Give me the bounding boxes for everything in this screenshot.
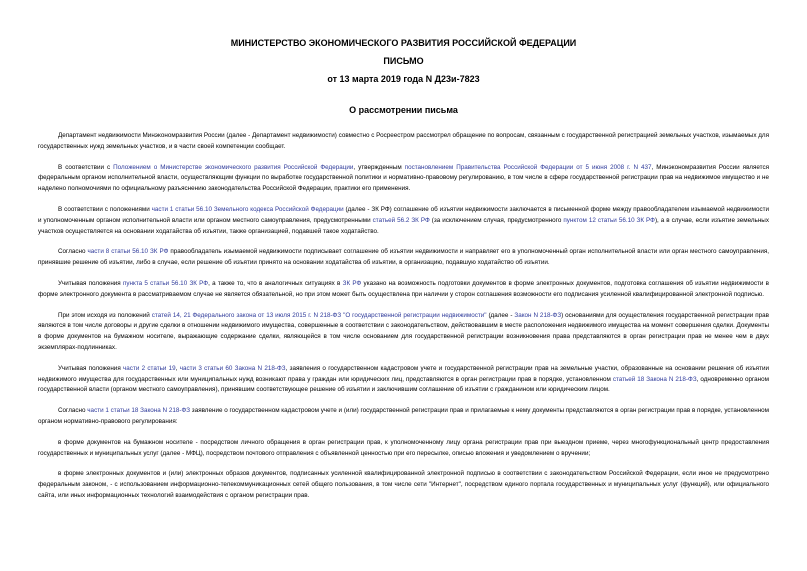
ministry-title: МИНИСТЕРСТВО ЭКОНОМИЧЕСКОГО РАЗВИТИЯ РОССИЙСКОЙ ФЕДЕРАЦИИ: [230, 38, 577, 48]
link-land-code-56-2[interactable]: статьей 56.2 ЗК РФ: [372, 216, 430, 224]
paragraph-4-text-1: Согласно: [58, 248, 88, 256]
paragraph-1-text: Департамент недвижимости Минэкономразвития России (далее - Департамент недвижимости) совместно с Росреестром рассмотрел обращение по вопросам, связанным с государственной регистрацией земельных участков, изымаемых для государственных нужд земельных участков, и в части своей компетенции сообщает.: [38, 132, 769, 150]
paragraph-2: [38, 163, 769, 195]
document-body: [38, 131, 769, 512]
link-law-218-fz[interactable]: Закон N 218-ФЗ: [514, 311, 562, 319]
paragraph-5-text-3: указано на возможность подготовки документов в форме электронных документов, подготовка соглашения об изъятии недвижимости в форме электронного документа в рассматриваемом случае не является обязательной, но при этом может быть осуществлена при наличии у сторон соглашения возможности его подписания усиленной квалифицированной электронной подписью.: [38, 279, 770, 298]
link-law-218-fz-19-2[interactable]: части 2 статьи 19: [123, 364, 176, 372]
link-land-code-56-10-8[interactable]: части 8 статьи 56.10 ЗК РФ: [87, 248, 169, 256]
link-law-218-fz-18[interactable]: статьей 18 Закона N 218-ФЗ: [612, 375, 697, 383]
paragraph-7-text-1: Учитывая положения: [58, 364, 124, 372]
link-law-218-fz-articles-14-21[interactable]: статей 14, 21 Федерального закона от 13 июля 2015 г. N 218-ФЗ "О государственной регистрации недвижимости": [151, 311, 487, 319]
paragraph-1: [38, 131, 769, 153]
paragraph-10-text: в форме электронных документов и (или) электронных образов документов, подписанных усиленной квалифицированной электронной подписью в соответствии с законодательством Российской Федерации, если иное не предусмотрено федеральным законом, - с использованием информационно-телекоммуникационных сетей общего пользования, в том числе сети "Интернет", посредством единого портала государственных и муниципальных услуг (функций), или официального сайта, или иных информационных технологий взаимодействия с органом регистрации прав.: [38, 470, 769, 499]
link-land-code-56-10-1[interactable]: части 1 статьи 56.10 Земельного кодекса Российской Федерации: [151, 205, 344, 213]
paragraph-3-text-4: ), а в случае, если изъятие земельных участков осуществляется на основании ходатайства об изъятии, также организацией, подавшей такое ходатайство.: [38, 216, 769, 235]
paragraph-8-text-1: Согласно: [58, 407, 88, 415]
paragraph-8: [38, 406, 769, 428]
paragraph-5: [38, 279, 769, 301]
paragraph-7-text-4: , одновременно органом государственной власти (органом местного самоуправления), принявшим соответствующее решение об изъятии и заключившим соглашение об изъятии с гражданином или юридическим лицом.: [38, 375, 769, 394]
paragraph-9-text: в форме документов на бумажном носителе - посредством личного обращения в орган регистрации прав, к уполномоченному лицу органа регистрации прав при выездном приеме, через многофункциональный центр предоставления государственных и муниципальных услуг (далее - МФЦ), посредством почтового отправления с объявленной ценностью при его пересылке, описью вложения и уведомлением о вручении;: [38, 438, 769, 457]
document-date-number: от 13 марта 2019 года N Д23и-7823: [327, 74, 480, 84]
paragraph-7: [38, 364, 769, 396]
paragraph-3-text-1: В соответствии с положениями: [58, 205, 152, 213]
paragraph-8-text-2: заявление о государственном кадастровом учете и (или) государственной регистрации прав и прилагаемые к нему документы представляются в орган регистрации прав в порядке, установленном органом нормативно-правового регулирования:: [38, 407, 769, 425]
paragraph-5-text-2: , а также то, что в аналогичных ситуациях в: [208, 279, 343, 287]
paragraph-7-text-3: , заявления о государственном кадастровом учете и государственной регистрации прав на земельные участки, образованные на основании решения об изъятии недвижимого имущества для государственных или муниципальных нужд возникают права у граждан или юридических лиц, представляются в орган регистрации прав в порядке, установленном: [38, 364, 770, 383]
document-type: ПИСЬМО: [383, 56, 424, 66]
paragraph-6-text-3: ) основаниями для осуществления государственной регистрации прав являются в том числе договоры и другие сделки в отношении недвижимого имущества, совершенные в соответствии с законодательством, действовавшим в месте расположения недвижимого имущества на момент совершения сделки. Документы в форме документов на бумажном носителе, выражающие содержание сделки, являющейся в том числе основанием для государственной регистрации возникновения права представляются в орган регистрации прав не менее чем в двух экземплярах-подлинниках.: [38, 311, 770, 351]
link-regulation-ministry[interactable]: Положением о Министерстве экономического развития Российской Федерации: [113, 163, 354, 171]
paragraph-4: [38, 247, 769, 269]
paragraph-2-text-2: , утвержденным: [353, 163, 405, 171]
link-land-code-56-10-5[interactable]: пункта 5 статьи 56.10 ЗК РФ: [122, 279, 209, 287]
link-land-code[interactable]: ЗК РФ: [342, 279, 362, 287]
paragraph-3-text-3: (за исключением случая, предусмотренного: [429, 216, 564, 224]
paragraph-2-text-3: , Минэкономразвития России является федеральным органом исполнительной власти, осуществляющим функции по выработке государственной политики и нормативно-правовому регулированию, в том числе в сфере государственной регистрации прав на недвижимое имущество и не наделено полномочиями по официальному разъяснению законодательства Российской Федерации, практики его применения.: [38, 163, 770, 193]
paragraph-6-text-1: При этом исходя из положений: [58, 311, 152, 319]
paragraph-4-text-2: правообладатель изымаемой недвижимости подписывает соглашение об изъятии недвижимости и направляет его в уполномоченный орган исполнительной власти или орган местного самоуправления, принявшие решение об изъятии, либо в случае, если решение об изъятии принято на основании ходатайства об изъятии, в организацию, подавшую ходатайство об изъятии.: [38, 248, 769, 267]
paragraph-3: [38, 205, 769, 237]
document-subject: О рассмотрении письма: [349, 105, 458, 115]
paragraph-7-text-2: ,: [175, 364, 180, 372]
paragraph-2-text-1: В соответствии с: [58, 163, 114, 171]
paragraph-5-text-1: Учитывая положения: [58, 279, 123, 287]
link-law-218-fz-60-3[interactable]: части 3 статьи 60 Закона N 218-ФЗ: [179, 364, 286, 372]
paragraph-6-text-2: (далее -: [486, 311, 515, 319]
paragraph-3-text-2: (далее - ЗК РФ) соглашение об изъятии недвижимости заключается в письменной форме между правообладателем изымаемой недвижимости и уполномоченным органом исполнительной власти или органом местного самоуправления, предусмотренными: [38, 205, 769, 224]
paragraph-6: [38, 311, 769, 354]
link-government-decree-437[interactable]: постановлением Правительства Российской Федерации от 5 июня 2008 г. N 437: [404, 163, 652, 171]
link-law-218-fz-18-1[interactable]: части 1 статьи 18 Закона N 218-ФЗ: [87, 407, 191, 415]
link-land-code-56-10-12[interactable]: пунктом 12 статьи 56.10 ЗК РФ: [563, 216, 655, 224]
paragraph-10: [38, 469, 769, 501]
paragraph-9: [38, 438, 769, 460]
